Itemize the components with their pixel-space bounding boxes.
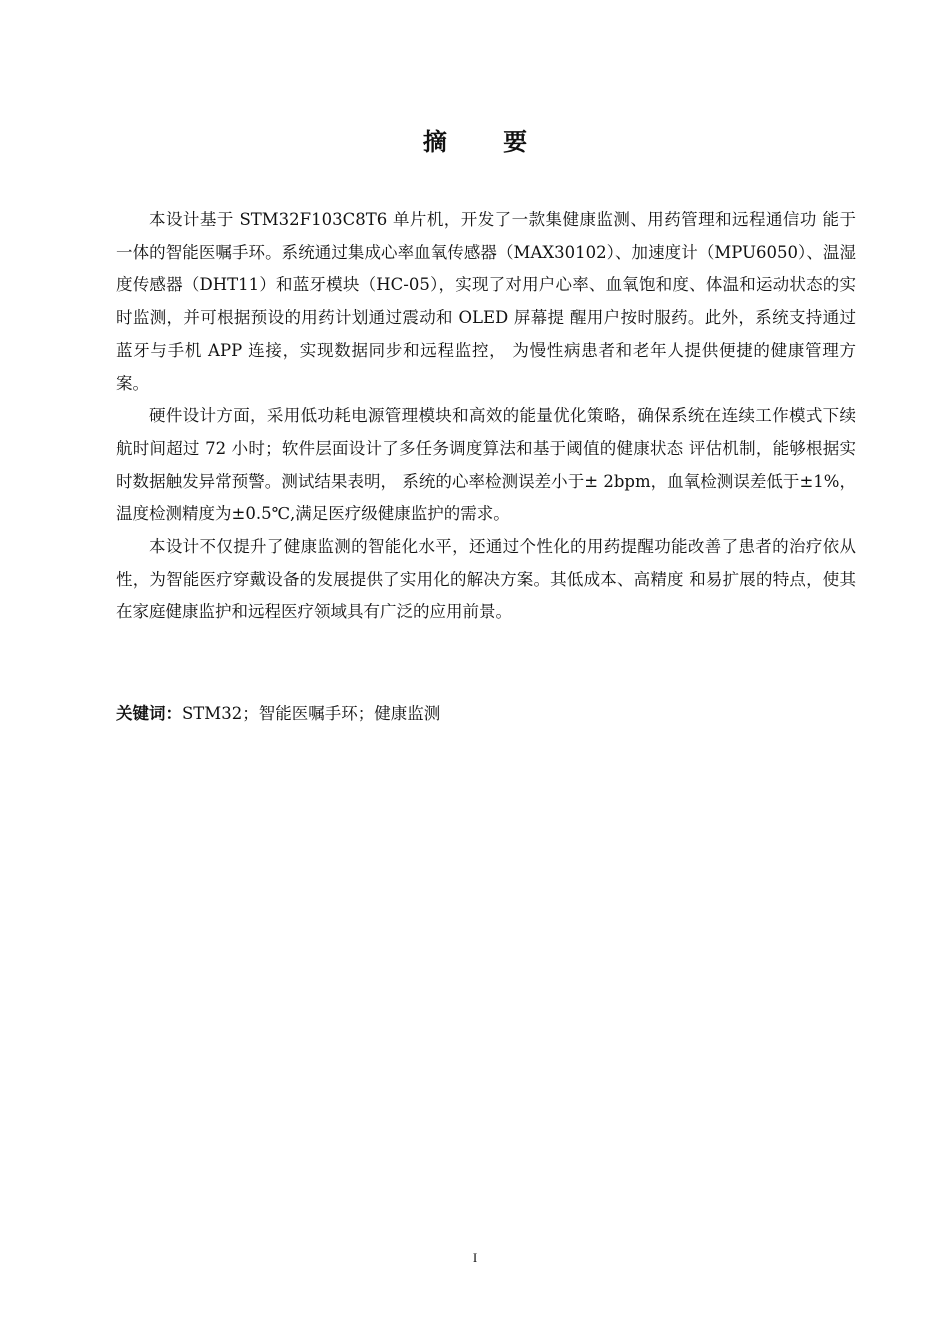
abstract-title: 摘 要 (422, 128, 552, 156)
abstract-paragraph-2: 硬件设计方面，采用低功耗电源管理模块和高效的能量优化策略，确保系统在连续工作模式下续航时间超过 72 小时；软件层面设计了多任务调度算法和基于阈值的健康状态 评估机制，能够根据实时数据触发异常预警。测试结果表明， 系统的心率检测误差小于± 2bpm，血氧检测误差低于±1%，温度检测精度为±0.5℃,满足医疗级健康监护的需求。 (116, 406, 856, 524)
page-number: I (472, 1250, 478, 1265)
keywords-text: STM32；智能医嘱手环；健康监测 (182, 704, 441, 723)
keywords-line (116, 700, 856, 728)
keywords-label: 关键词： (116, 704, 182, 723)
abstract-body (116, 204, 856, 629)
abstract-paragraph-1: 本设计基于 STM32F103C8T6 单片机，开发了一款集健康监测、用药管理和远程通信功 能于一体的智能医嘱手环。系统通过集成心率血氧传感器（MAX30102）、加速度计（MPU6050）、温湿度传感器（DHT11）和蓝牙模块（HC-05），实现了对用户心率、血氧饱和度、体温和运动状态的实时监测，并可根据预设的用药计划通过震动和 OLED 屏幕提 醒用户按时服药。此外，系统支持通过蓝牙与手机 APP 连接，实现数据同步和远程监控， 为慢性病患者和老年人提供便捷的健康管理方案。 (116, 210, 856, 393)
abstract-paragraph-3: 本设计不仅提升了健康监测的智能化水平，还通过个性化的用药提醒功能改善了患者的治疗依从性，为智能医疗穿戴设备的发展提供了实用化的解决方案。其低成本、高精度 和易扩展的特点，使其在家庭健康监护和远程医疗领域具有广泛的应用前景。 (116, 537, 856, 622)
